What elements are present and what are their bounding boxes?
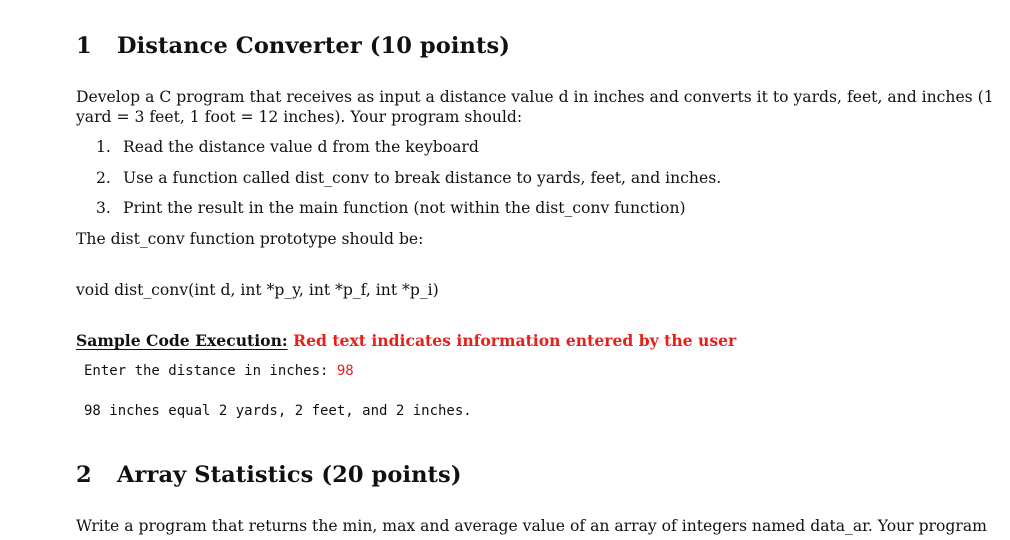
list-text: Read the distance value d from the keyboard bbox=[122, 138, 479, 156]
function-prototype: void dist_conv(int d, int *p_y, int *p_f, int *p_i) bbox=[76, 281, 439, 299]
list-text: Print the result in the main function (not within the dist_conv function) bbox=[122, 199, 686, 217]
console-prompt: Enter the distance in inches: bbox=[84, 363, 329, 379]
section-1-intro-line-2: yard = 3 feet, 1 foot = 12 inches). Your program should: bbox=[76, 108, 523, 126]
prototype-intro: The dist_conv function prototype should be: bbox=[76, 230, 424, 248]
console-user-input: 98 bbox=[336, 363, 354, 379]
sample-label-heading: Sample Code Execution: bbox=[76, 331, 288, 350]
list-text: Use a function called dist_conv to break distance to yards, feet, and inches. bbox=[122, 169, 722, 187]
list-item bbox=[96, 199, 686, 217]
section-2-heading bbox=[76, 462, 462, 488]
list-marker: 1. bbox=[96, 138, 111, 156]
list-marker: 2. bbox=[96, 169, 111, 187]
section-1-title: Distance Converter (10 points) bbox=[117, 33, 510, 59]
section-2-number: 2 bbox=[76, 462, 92, 488]
list-item bbox=[96, 138, 479, 156]
sample-note: Red text indicates information entered by the user bbox=[293, 331, 737, 350]
section-1-number: 1 bbox=[76, 33, 92, 59]
sample-execution-label bbox=[76, 331, 736, 350]
section-2-title: Array Statistics (20 points) bbox=[117, 462, 462, 488]
list-marker: 3. bbox=[96, 199, 111, 217]
section-1-heading bbox=[76, 33, 510, 59]
section-2-intro-line-1: Write a program that returns the min, max and average value of an array of integers named data_ar. Your program bbox=[76, 517, 987, 535]
console-prompt-line bbox=[84, 363, 354, 379]
list-item bbox=[96, 169, 721, 187]
section-1-intro-line-1: Develop a C program that receives as input a distance value d in inches and converts it to yards, feet, and inches (1 bbox=[76, 88, 994, 106]
console-output: 98 inches equal 2 yards, 2 feet, and 2 inches. bbox=[84, 403, 472, 419]
